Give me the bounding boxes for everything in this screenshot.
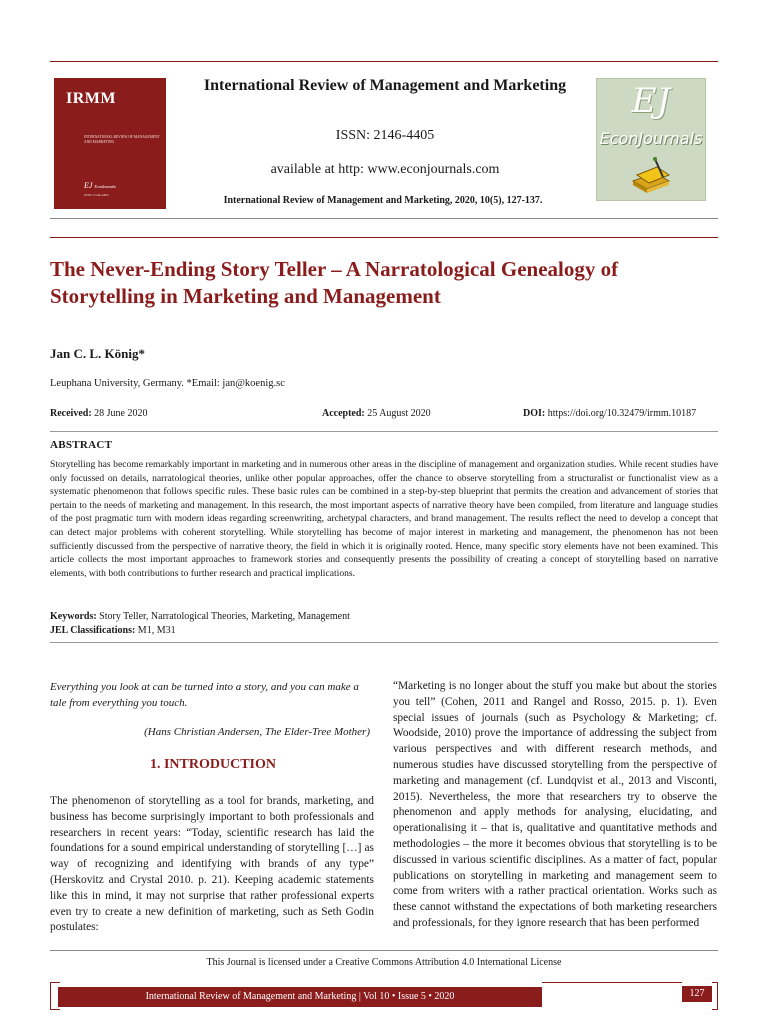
logo-name: EconJournals: [599, 129, 703, 148]
logo-mark: EJ: [631, 81, 671, 121]
cover-acronym: IRMM: [66, 90, 116, 107]
right-column-text: “Marketing is no longer about the stuff you make but about the stories you tell” (Cohen, 2011 and Rangel and Rosso, 2015. p. 1). Even special issues of journals (such as Psychology & Marketing; cf. Woodside, 2010) prove the importance of addressing the subject from various perspectives and with different research methods, and numerous studies have discussed storytelling from the perspective of marketing and management (cf. Lundqvist et al., 2013 and Visconti, 2015). Nevertheless, the more that researchers try to observe the phenomenon and apply methods for analysing, elucidating, and operationalising it – that is, qualitative and quantitative methods and methodologies – the more it becomes obvious that storytelling is to be discussed in various scientific disciplines. As a matter of fact, popular publications on storytelling in marketing and management seem to come from writers with a rather practical orientation. Works such as these cannot withstand the expectations of both marketing researchers and professionals, for they ignore research that has been performed: [393, 680, 717, 929]
cover-publisher: EJ EconJournals: [84, 181, 116, 190]
abstract-bottom-rule: [50, 642, 718, 643]
keywords: Keywords: Story Teller, Narratological Theories, Marketing, Management: [50, 611, 350, 622]
books-icon: [629, 155, 673, 195]
epigraph-source: (Hans Christian Andersen, The Elder-Tree Mother): [144, 726, 370, 738]
journal-title: International Review of Management and Marketing: [203, 77, 567, 94]
accepted-date: Accepted: 25 August 2020: [322, 408, 431, 419]
license-note: This Journal is licensed under a Creative Commons Attribution 4.0 International License: [206, 957, 562, 968]
intro-paragraph: The phenomenon of storytelling as a tool for brands, marketing, and business has become surprisingly important to both professionals and researchers in recent years: “Today, scientific research has laid the foundations for a sound empirical understanding of storytelling […] as way of recognizing and identifying with brands of any type” (Herskovitz and Crystal 2010. p. 21). Keeping academic statements like this in mind, it may not surprise that rather professional experts even try to create a new definition of marketing, such as Seth Godin postulates:: [50, 795, 374, 934]
footer-frame-right: [712, 982, 718, 1010]
received-date: Received: 28 June 2020: [50, 408, 148, 419]
top-rule: [50, 61, 718, 62]
abstract-text: Storytelling has become remarkably important in marketing and in numerous other areas in the discipline of management and organization studies. While recent studies have only focussed on details, narratological theories, unlike other popular approaches, offer the chance to observe storytelling from a structuralist or functionalist view as a systematic phenomenon that follows specific rules. These basic rules can be combined in a step-by-step blueprint that permits the creation and advancement of stories that pertain to the needs of marketing and management. In this research, the most important aspects of narrative theory have been compiled, from literature and language studies of the post pragmatic turn with modern ideas regarding screenwriting, archetypal characters, and brand management. The results reflect the need to develop a concept that can detect major problems with coherent storytelling. While storytelling has become of major interest in marketing and management, the phenomenon has not been sufficiently discussed from the perspective of narrative theory, the field in which it is originally rooted. Hence, many specific story elements have not been examined. This article collects the most important approaches to framework stories and consequently presents the possibility of creating a concept of storytelling based on narrative elements, with both contributions to further research and practical implications.: [50, 459, 718, 579]
author-affiliation: Leuphana University, Germany. *Email: jan@koenig.sc: [50, 378, 285, 389]
journal-issn: ISSN: 2146-4405: [335, 128, 435, 143]
doi-link[interactable]: https://doi.org/10.32479/irmm.10187: [547, 408, 697, 419]
footer-frame-top: [542, 982, 682, 983]
header-bottom-rule: [50, 218, 718, 219]
article-dates: [50, 408, 720, 422]
econjournals-logo: [596, 78, 706, 201]
cover-fullname: INTERNATIONAL REVIEW OF MANAGEMENT AND MARKETING: [84, 135, 160, 144]
doi: DOI: https://doi.org/10.32479/irmm.10187: [523, 408, 697, 419]
footer-top-rule: [50, 950, 718, 951]
journal-citation: International Review of Management and Marketing, 2020, 10(5), 127-137.: [223, 195, 543, 206]
journal-cover-image: [54, 78, 166, 209]
page-number: 127: [682, 986, 712, 1002]
paper-title: The Never-Ending Story Teller – A Narratological Genealogy of Storytelling in Marketing and Management: [50, 257, 619, 308]
jel-classifications: JEL Classifications: M1, M31: [50, 625, 176, 636]
title-top-rule: [50, 237, 718, 238]
journal-availability: available at http: www.econjournals.com: [270, 162, 500, 177]
section-heading: 1. INTRODUCTION: [149, 757, 276, 772]
abstract-heading: ABSTRACT: [50, 439, 113, 451]
epigraph: Everything you look at can be turned into a story, and you can make a tale from everything you touch.: [50, 681, 359, 709]
cover-issn: ISSN: 2146-4405: [84, 193, 109, 197]
footer-journal-bar: International Review of Management and Marketing | Vol 10 • Issue 5 • 2020: [58, 987, 542, 1007]
abstract-top-rule: [50, 431, 718, 432]
author-name: Jan C. L. König*: [50, 346, 145, 361]
